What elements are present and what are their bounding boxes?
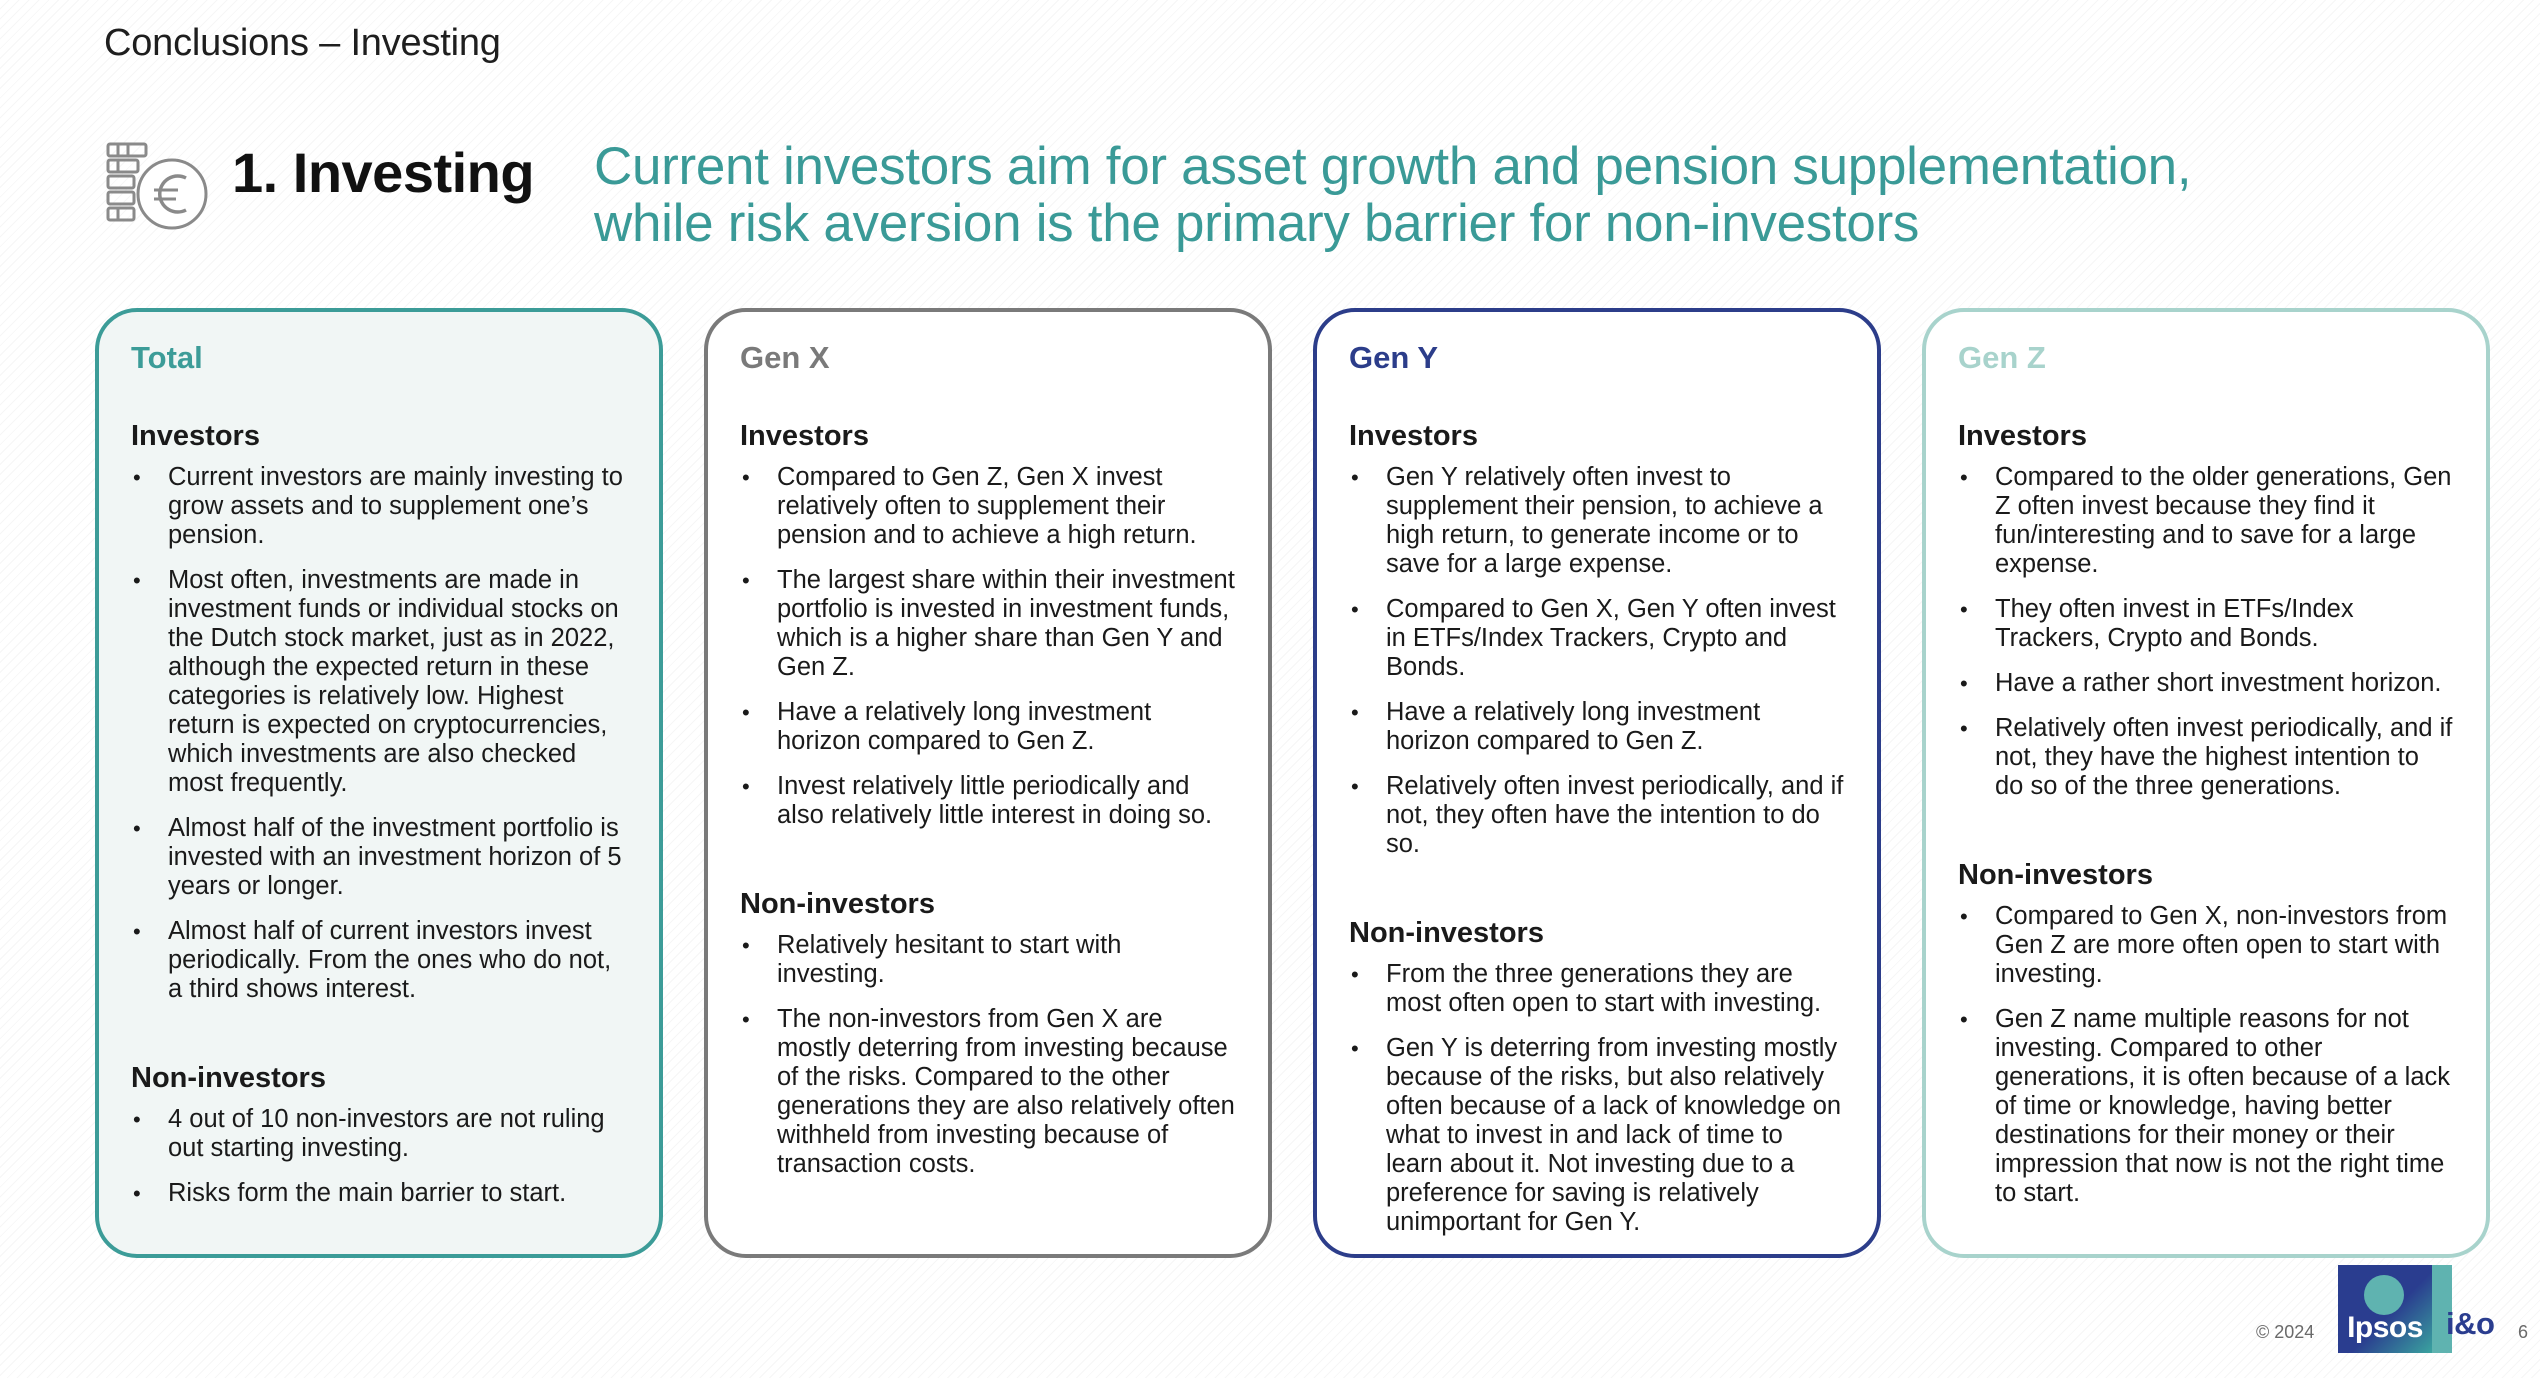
coins-euro-icon — [104, 138, 214, 238]
non-investors-heading: Non-investors — [740, 888, 935, 920]
investors-list — [740, 463, 1236, 830]
card-title: Gen X — [740, 340, 830, 375]
headline: Current investors aim for asset growth and pension supplementation, while risk aversion is the primary barrier for non-investors — [594, 137, 2192, 253]
investors-heading: Investors — [1349, 420, 1478, 452]
list-item: • Compared to Gen X, Gen Y often invest in ETFs/Index Trackers, Crypto and Bonds. — [1349, 595, 1845, 682]
list-item: • Relatively hesitant to start with investing. — [740, 931, 1236, 989]
card-title: Gen Y — [1349, 340, 1439, 375]
card-title: Gen Z — [1958, 340, 2046, 375]
list-item: • Relatively often invest periodically, and if not, they often have the intention to do so. — [1349, 772, 1845, 859]
ipsos-logo — [2338, 1265, 2432, 1353]
investors-heading: Investors — [131, 420, 260, 452]
non-investors-list — [1958, 902, 2454, 1208]
non-investors-list — [1349, 960, 1845, 1237]
list-item: • Almost half of current investors invest periodically. From the ones who do not, a third shows interest. — [131, 917, 627, 1004]
card-title: Total — [131, 340, 203, 375]
card-total — [95, 308, 663, 1258]
list-item: • Compared to Gen Z, Gen X invest relatively often to supplement their pension and to achieve a high return. — [740, 463, 1236, 550]
list-item: • Compared to Gen X, non-investors from Gen Z are more often open to start with investing. — [1958, 902, 2454, 989]
investors-list — [131, 463, 627, 1004]
list-item: • Most often, investments are made in investment funds or individual stocks on the Dutch stock market, just as in 2022, although the expected return in these categories is relatively low. Highest return is expected on cryptocurrencies, which investments are also checked most frequently. — [131, 566, 627, 798]
card-gen-y — [1313, 308, 1881, 1258]
list-item: • Gen Y relatively often invest to supplement their pension, to achieve a high return, to generate income or to save for a large expense. — [1349, 463, 1845, 579]
non-investors-heading: Non-investors — [1349, 917, 1544, 949]
card-gen-z — [1922, 308, 2490, 1258]
ipsos-logo-text: Ipsos — [2347, 1311, 2423, 1344]
list-item: • Have a relatively long investment horizon compared to Gen Z. — [740, 698, 1236, 756]
investors-list — [1958, 463, 2454, 801]
page-title: Conclusions – Investing — [104, 22, 501, 64]
card-gen-x — [704, 308, 1272, 1258]
list-item: • Invest relatively little periodically and also relatively little interest in doing so. — [740, 772, 1236, 830]
section-title: 1. Investing — [232, 141, 535, 204]
globe-icon — [2364, 1275, 2404, 1315]
list-item: • Risks form the main barrier to start. — [131, 1179, 627, 1208]
io-logo-text: i&o — [2446, 1306, 2495, 1341]
list-item: • The largest share within their investment portfolio is invested in investment funds, which is a higher share than Gen Y and Gen Z. — [740, 566, 1236, 682]
list-item: • Gen Z name multiple reasons for not investing. Compared to other generations, it is often because of a lack of time or knowledge, having better destinations for their money or their impression that now is not the right time to start. — [1958, 1005, 2454, 1208]
list-item: • Almost half of the investment portfolio is invested with an investment horizon of 5 years or longer. — [131, 814, 627, 901]
page-number: 6 — [2518, 1322, 2529, 1342]
list-item: • They often invest in ETFs/Index Trackers, Crypto and Bonds. — [1958, 595, 2454, 653]
copyright-text: © 2024 — [2256, 1322, 2315, 1342]
list-item: • Have a rather short investment horizon. — [1958, 669, 2454, 698]
list-item: • The non-investors from Gen X are mostly deterring from investing because of the risks. Compared to the other generations they are also relatively often withheld from investing because of transaction costs. — [740, 1005, 1236, 1179]
non-investors-heading: Non-investors — [1958, 859, 2153, 891]
list-item: • Current investors are mainly investing to grow assets and to supplement one’s pension. — [131, 463, 627, 550]
investors-list — [1349, 463, 1845, 859]
list-item: • Have a relatively long investment horizon compared to Gen Z. — [1349, 698, 1845, 756]
non-investors-list — [740, 931, 1236, 1179]
list-item: • Gen Y is deterring from investing mostly because of the risks, but also relatively often because of a lack of knowledge on what to invest in and lack of time to learn about it. Not investing due to a preference for saving is relatively unimportant for Gen Y. — [1349, 1034, 1845, 1237]
list-item: • 4 out of 10 non-investors are not ruling out starting investing. — [131, 1105, 627, 1163]
investors-heading: Investors — [1958, 420, 2087, 452]
non-investors-list — [131, 1105, 627, 1208]
investors-heading: Investors — [740, 420, 869, 452]
non-investors-heading: Non-investors — [131, 1062, 326, 1094]
list-item: • Compared to the older generations, Gen Z often invest because they find it fun/interesting and to save for a large expense. — [1958, 463, 2454, 579]
list-item: • From the three generations they are most often open to start with investing. — [1349, 960, 1845, 1018]
list-item: • Relatively often invest periodically, and if not, they have the highest intention to do so of the three generations. — [1958, 714, 2454, 801]
